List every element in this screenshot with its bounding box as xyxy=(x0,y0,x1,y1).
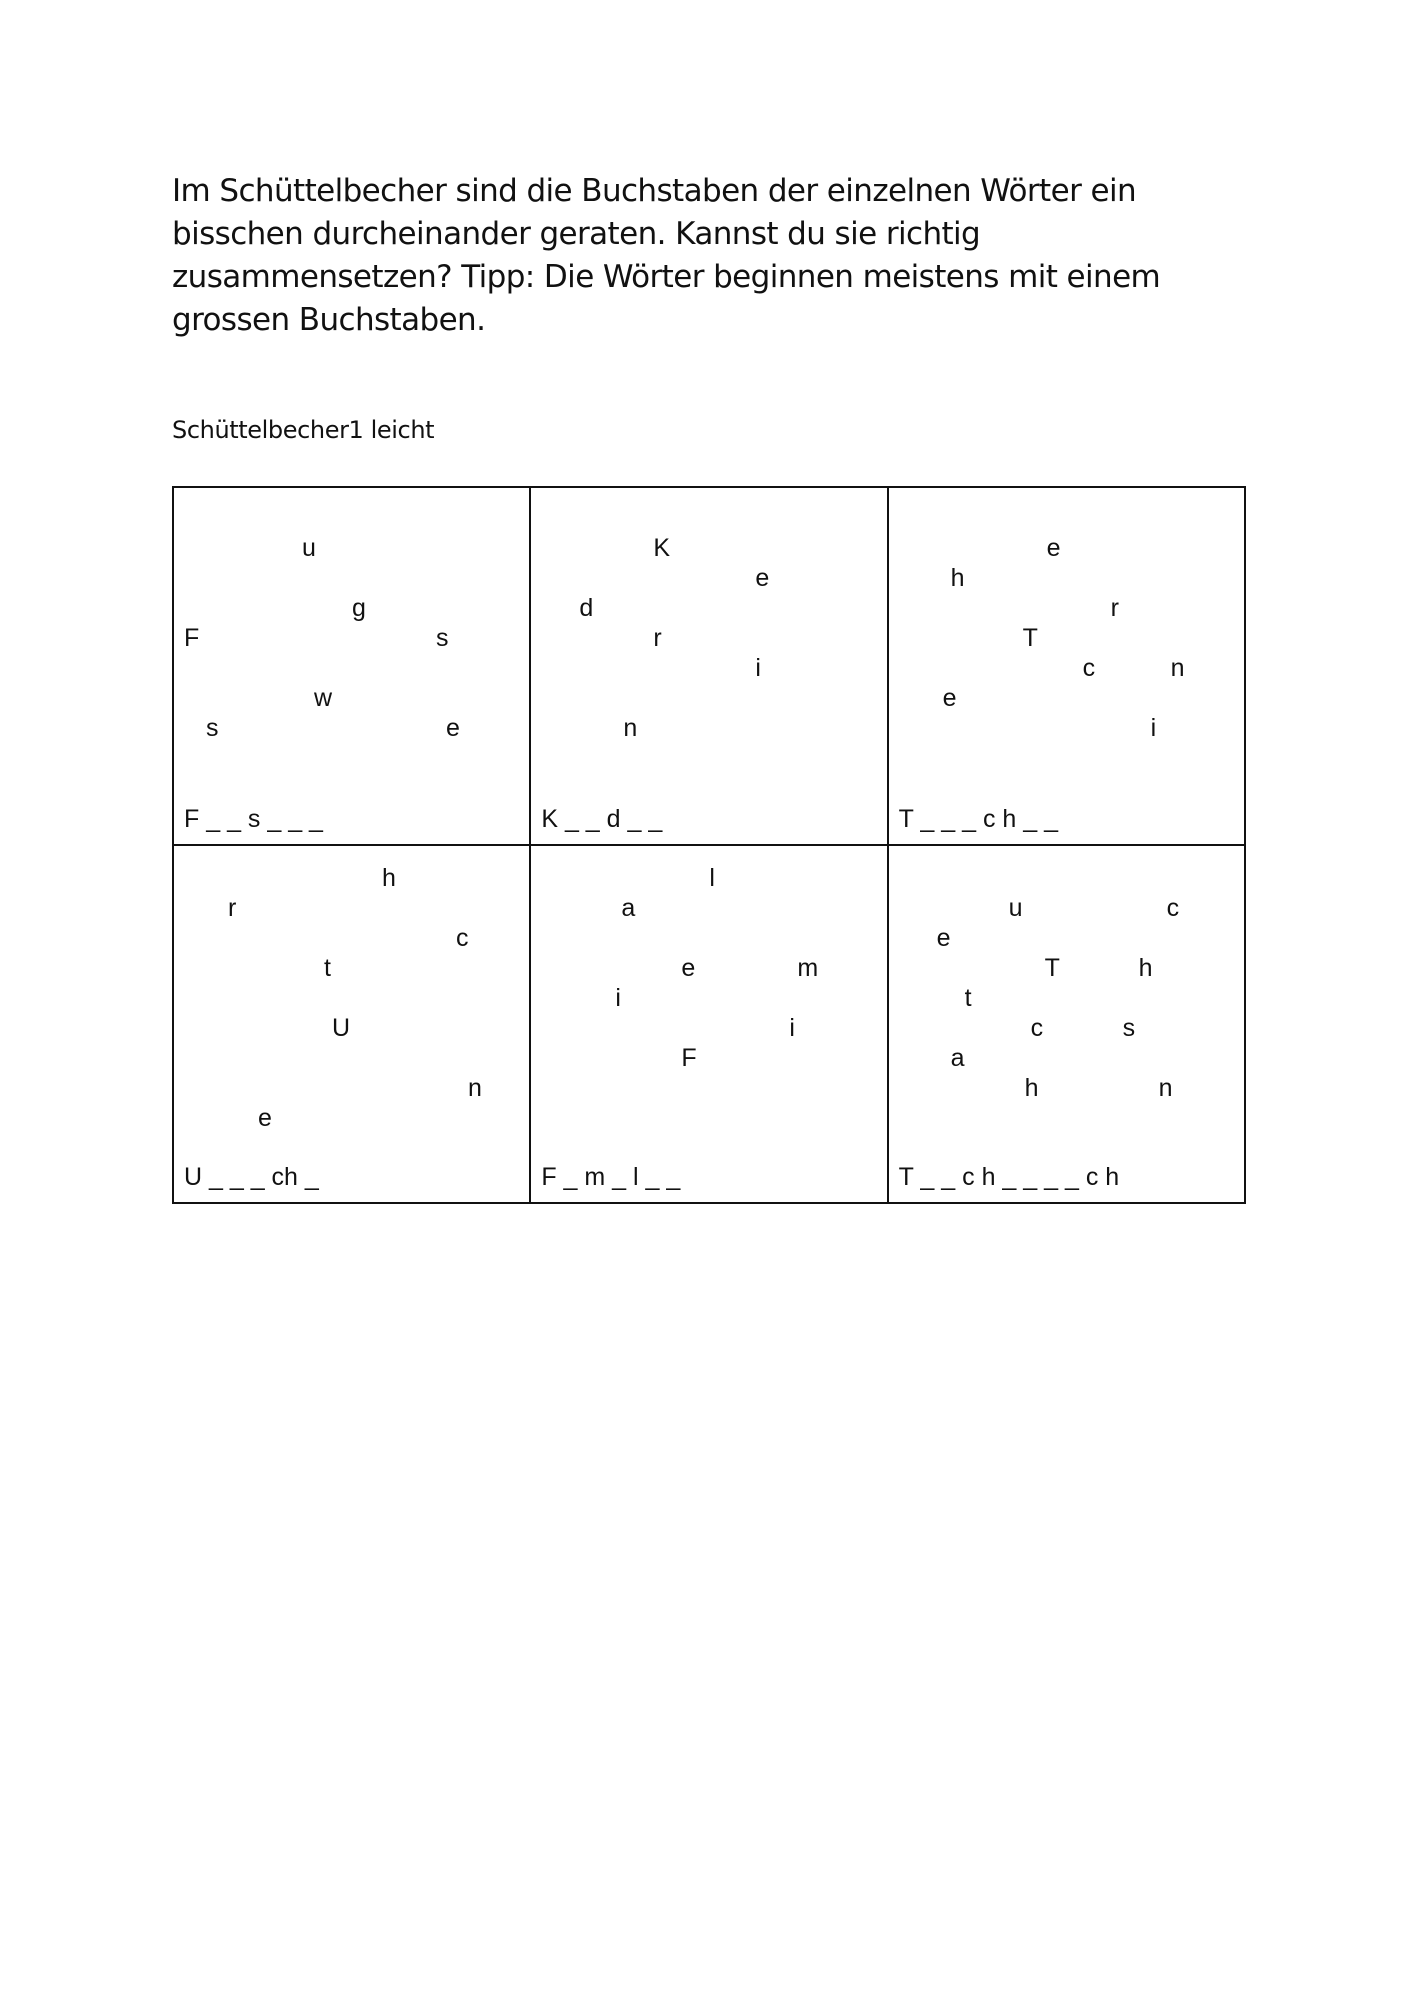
shuffled-letter: s xyxy=(436,624,449,652)
answer-pattern: T _ _ c h _ _ _ _ c h xyxy=(898,1163,1120,1191)
shuffled-letter: r xyxy=(228,894,237,922)
shuffled-letter: e xyxy=(942,684,957,712)
shuffled-letter: e xyxy=(936,924,951,952)
shuffled-letter: d xyxy=(579,594,594,622)
puzzle-cell-taschentuch xyxy=(889,846,1246,1204)
shuffled-letter: T xyxy=(1044,954,1060,982)
shuffled-letter: T xyxy=(1022,624,1038,652)
shuffled-letter: F xyxy=(184,624,200,652)
puzzle-cell-kinder xyxy=(531,488,888,846)
shuffled-letter: c xyxy=(1082,654,1096,682)
shuffled-letter: u xyxy=(302,534,316,562)
shuffled-letter: a xyxy=(950,1044,965,1072)
shuffled-letter: l xyxy=(709,864,715,892)
puzzle-cell-fussweg xyxy=(174,488,531,846)
shuffled-letter: e xyxy=(1046,534,1061,562)
shuffled-letter: K xyxy=(653,534,671,562)
shuffled-letter: a xyxy=(621,894,636,922)
shuffled-letter: e xyxy=(755,564,770,592)
shuffled-letter: c xyxy=(1166,894,1180,922)
puzzle-cell-tischecke xyxy=(889,488,1246,846)
shuffled-letter: h xyxy=(382,864,396,892)
shuffled-letter: n xyxy=(468,1074,482,1102)
shuffled-letter: i xyxy=(1150,714,1157,742)
shuffled-letter: e xyxy=(446,714,460,742)
shuffled-letter: r xyxy=(653,624,662,652)
shuffled-letter: e xyxy=(258,1104,272,1132)
shuffled-letter: i xyxy=(755,654,761,682)
shuffled-letter: n xyxy=(1170,654,1185,682)
shuffled-letter: g xyxy=(352,594,366,622)
shuffled-letter: i xyxy=(789,1014,795,1042)
shuffled-letter: F xyxy=(681,1044,697,1072)
shuffled-letter: m xyxy=(797,954,819,982)
shuffled-letter: h xyxy=(1024,1074,1039,1102)
answer-pattern: T _ _ _ c h _ _ xyxy=(898,805,1059,833)
shuffled-letter: n xyxy=(623,714,638,742)
shuffled-letter: t xyxy=(324,954,331,982)
shuffled-letter: s xyxy=(206,714,219,742)
shuffled-letter: t xyxy=(964,984,972,1012)
shuffled-letter: h xyxy=(1138,954,1153,982)
shuffled-letter: c xyxy=(456,924,469,952)
instructions-text: Im Schüttelbecher sind die Buchstaben der einzelnen Wörter ein bisschen durcheinander geraten. Kannst du sie richtig zusammensetzen? Tipp: Die Wörter beginnen meistens mit einem grossen Buchstaben. xyxy=(172,173,1161,338)
shuffled-letter: s xyxy=(1122,1014,1136,1042)
puzzle-title: Schüttelbecher1 leicht xyxy=(172,416,435,444)
shuffled-letter: c xyxy=(1030,1014,1044,1042)
puzzle-grid xyxy=(172,486,1246,1204)
answer-pattern: F _ _ s _ _ _ xyxy=(184,805,323,833)
answer-pattern: F _ m _ l _ _ xyxy=(541,1163,681,1191)
shuffled-letter: i xyxy=(615,984,621,1012)
shuffled-letter: n xyxy=(1158,1074,1173,1102)
shuffled-letter: r xyxy=(1110,594,1119,622)
shuffled-letter: w xyxy=(314,684,333,712)
answer-pattern: U _ _ _ ch _ xyxy=(184,1163,319,1191)
shuffled-letter: u xyxy=(1008,894,1023,922)
puzzle-cell-unterricht xyxy=(174,846,531,1204)
shuffled-letter: U xyxy=(332,1014,351,1042)
shuffled-letter: h xyxy=(950,564,965,592)
puzzle-cell-familie xyxy=(531,846,888,1204)
shuffled-letter: e xyxy=(681,954,696,982)
answer-pattern: K _ _ d _ _ xyxy=(541,805,663,833)
